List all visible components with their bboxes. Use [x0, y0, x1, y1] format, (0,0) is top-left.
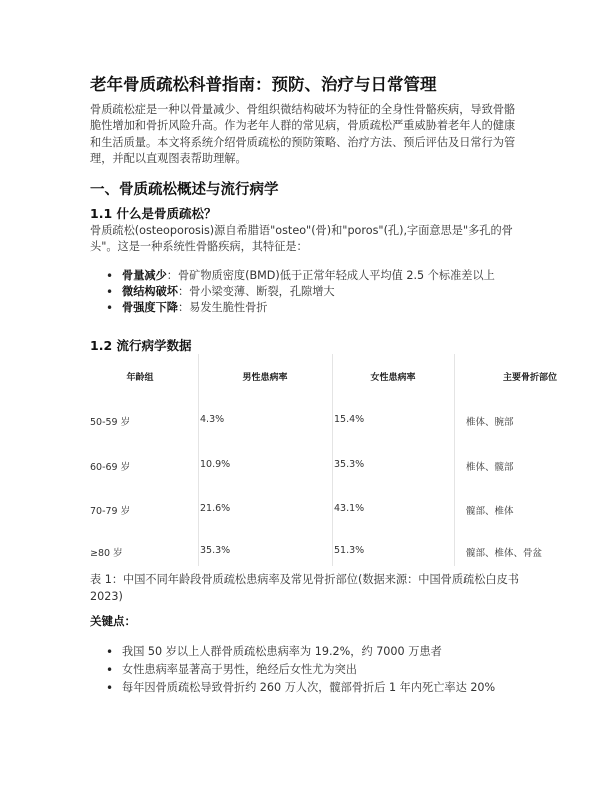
table-cell: 10.9% — [200, 459, 231, 470]
list-item-term: 骨量减少 — [122, 269, 167, 282]
intro-paragraph: 骨质疏松症是一种以骨量减少、骨组织微结构破坏为特征的全身性骨骼疾病，导致骨骼脆性增加和骨折风险升高。作为老年人群的常见病，骨质疏松严重威胁着老年人的健康和生活质量。本文将系统介绍骨质疏松的预防策略、治疗方法、预后评估及日常行为管理，并配以直观图表帮助理解。 — [90, 103, 516, 165]
table-header-cell: 年龄组 — [126, 373, 154, 383]
prevalence-table — [90, 354, 582, 566]
table-caption: 表 1：中国不同年龄段骨质疏松患病率及常见骨折部位(数据来源：中国骨质疏松白皮书 2023) — [90, 573, 519, 603]
table-divider — [198, 354, 199, 566]
list-item-text: ：骨矿物质密度(BMD)低于正常年轻成人平均值 2.5 个标准差以上 — [166, 269, 495, 282]
list-item — [90, 300, 530, 316]
key-points-heading: 关键点： — [90, 614, 136, 628]
table-cell: 15.4% — [334, 414, 365, 425]
definition-paragraph: 骨质疏松(osteoporosis)源自希腊语"osteo"(骨)和"poros"(孔),字面意思是"多孔的骨头"。这是一种系统性骨骼疾病，其特征是： — [90, 224, 513, 254]
list-item: • 女性患病率显著高于男性，绝经后女性尤为突出 — [90, 661, 530, 679]
table-cell: 4.3% — [200, 414, 225, 425]
list-item-text: ：骨小梁变薄、断裂，孔隙增大 — [177, 285, 335, 298]
page-title: 老年骨质疏松科普指南：预防、治疗与日常管理 — [90, 75, 437, 94]
table-cell: ≥80 岁 — [90, 548, 123, 559]
list-item-term: 微结构破坏 — [122, 285, 178, 298]
table-cell: 43.1% — [334, 503, 365, 514]
table-cell: 21.6% — [200, 503, 231, 514]
list-item — [90, 268, 530, 284]
list-item-term: 骨强度下降 — [122, 301, 178, 314]
table-cell: 椎体、髋部 — [466, 462, 514, 473]
table-divider — [332, 354, 333, 566]
table-divider — [454, 354, 455, 566]
table-cell: 髋部、椎体、骨盆 — [466, 548, 543, 559]
section-1-heading: 一、骨质疏松概述与流行病学 — [90, 182, 279, 198]
list-item — [90, 284, 530, 300]
table-cell: 35.3% — [200, 545, 231, 556]
list-item-text: ：易发生脆性骨折 — [177, 301, 268, 314]
list-item: • 每年因骨质疏松导致骨折约 260 万人次，髋部骨折后 1 年内死亡率达 20% — [90, 679, 530, 697]
table-cell: 35.3% — [334, 459, 365, 470]
table-cell: 70-79 岁 — [90, 506, 131, 517]
subsection-1-1-heading: 1.1 什么是骨质疏松？ — [90, 206, 217, 221]
list-item: • 我国 50 岁以上人群骨质疏松患病率为 19.2%，约 7000 万患者 — [90, 643, 530, 661]
table-cell: 椎体、腕部 — [466, 417, 514, 428]
key-points-list — [90, 643, 530, 697]
feature-list — [90, 268, 530, 316]
table-header-cell: 男性患病率 — [242, 373, 288, 383]
table-cell: 50-59 岁 — [90, 417, 131, 428]
table-header-cell: 主要骨折部位 — [502, 373, 557, 383]
table-cell: 51.3% — [334, 545, 365, 556]
table-cell: 髋部、椎体 — [466, 506, 514, 517]
subsection-1-2-heading: 1.2 流行病学数据 — [90, 338, 192, 353]
table-cell: 60-69 岁 — [90, 462, 131, 473]
table-header-cell: 女性患病率 — [370, 373, 416, 383]
